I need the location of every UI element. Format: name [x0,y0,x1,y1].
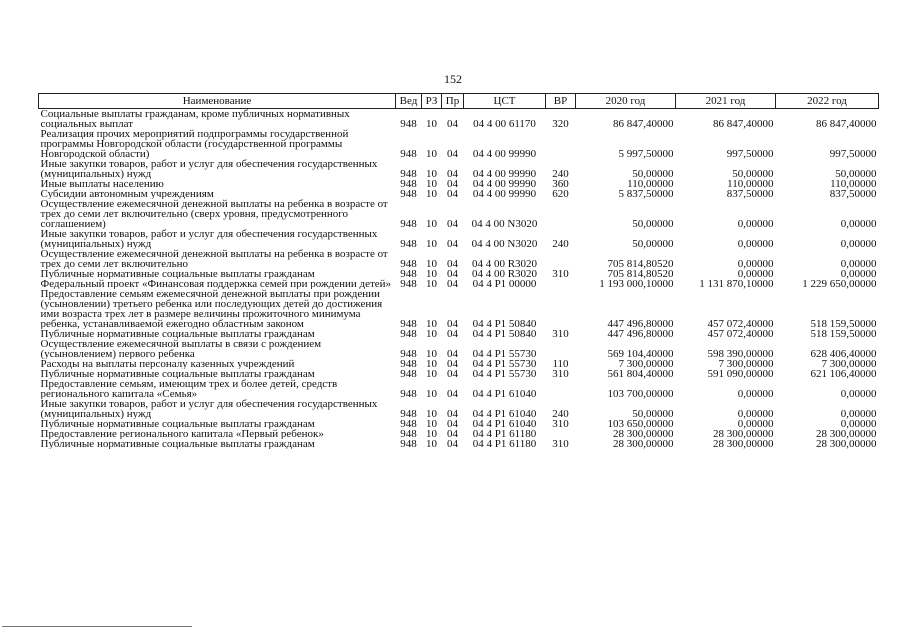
cell-2022: 28 300,00000 [816,429,877,439]
cell-vr: 620 [552,189,569,199]
cell-vr [546,289,576,329]
cell-pr: 04 [447,168,458,179]
cell-rz: 10 [426,408,437,419]
cell-vr: 240 [552,408,569,419]
cell-name: Предоставление семьям ежемесячной денежной выплаты при рождении (усыновлении) третьего ребенка или последующих детей до достижения ими возраста трех лет в размере величины прожиточного минимума ребенка, устанавливаемой ежегодно областным законом [40,289,383,329]
table-row [39,189,879,199]
cell-ved: 948 [400,388,417,399]
cell-rz: 10 [426,318,437,329]
cell-2022: 28 300,00000 [816,439,877,449]
cell-pr: 04 [447,218,458,229]
cell-2021: 591 090,00000 [707,369,774,379]
cell-2021: 7 300,00000 [718,359,774,369]
cell-2022: 621 106,40000 [810,369,877,379]
cell-2021: 457 072,40000 [707,318,774,329]
cell-cst: 04 4 00 N3020 [471,238,538,249]
cell-rz: 10 [426,189,437,199]
cell-2020: 705 814,80520 [607,269,674,279]
cell-2021: 0,00000 [737,258,774,269]
cell-name: Публичные нормативные социальные выплаты гражданам [40,269,315,279]
cell-pr: 04 [447,279,458,289]
cell-vr [546,379,576,399]
table-row [39,399,879,419]
table-row [39,229,879,249]
cell-2021: 0,00000 [737,238,774,249]
cell-2021: 0,00000 [737,388,774,399]
cell-2020: 569 104,40000 [607,348,674,359]
cell-name: Расходы на выплаты персоналу казенных учреждений [40,359,295,369]
cell-name: Иные выплаты населению [40,179,164,189]
col-header-2022: 2022 год [776,94,879,109]
header-row [39,94,879,109]
cell-ved: 948 [400,238,417,249]
cell-pr: 04 [447,369,458,379]
cell-name: Публичные нормативные социальные выплаты гражданам [40,369,315,379]
table-row [39,359,879,369]
col-header-name: Наименование [39,94,396,109]
col-header-cst: ЦСТ [464,94,546,109]
cell-2020: 7 300,00000 [618,359,674,369]
cell-pr: 04 [447,258,458,269]
cell-pr: 04 [447,429,458,439]
table-row [39,109,879,130]
cell-cst: 04 4 P1 61040 [472,388,537,399]
cell-rz: 10 [426,218,437,229]
col-header-vr: ВР [546,94,576,109]
cell-rz: 10 [426,279,437,289]
table-row [39,179,879,189]
col-header-ved: Вед [396,94,422,109]
cell-2021: 837,50000 [726,189,774,199]
table-row [39,439,879,449]
cell-vr: 310 [552,329,569,339]
cell-cst: 04 4 P1 61180 [472,439,537,449]
cell-rz: 10 [426,359,437,369]
cell-cst: 04 4 00 61170 [473,118,536,129]
cell-2020: 86 847,40000 [613,118,674,129]
cell-rz: 10 [426,148,437,159]
cell-vr: 240 [552,168,569,179]
cell-pr: 04 [447,179,458,189]
cell-cst: 04 4 00 99990 [472,168,537,179]
table-row [39,329,879,339]
cell-2020: 50,00000 [632,218,674,229]
cell-2021: 28 300,00000 [713,439,774,449]
cell-ved: 948 [400,218,417,229]
cell-2021: 0,00000 [737,269,774,279]
cell-pr: 04 [447,148,458,159]
cell-cst: 04 4 P1 55730 [472,348,537,359]
cell-2022: 0,00000 [840,408,877,419]
cell-vr: 310 [552,269,569,279]
cell-vr [546,429,576,439]
cell-2022: 1 229 650,00000 [802,279,877,289]
cell-2022: 0,00000 [840,419,877,429]
cell-pr: 04 [447,439,458,449]
cell-name: Осуществление ежемесячной денежной выплаты на ребенка в возрасте от трех до семи лет включительно [40,249,388,269]
table-row [39,269,879,279]
cell-cst: 04 4 00 99990 [472,189,537,199]
cell-2020: 103 650,00000 [607,419,674,429]
cell-name: Иные закупки товаров, работ и услуг для обеспечения государственных (муниципальных) нужд [40,229,378,249]
cell-rz: 10 [426,429,437,439]
cell-2022: 518 159,50000 [810,329,877,339]
cell-ved: 948 [400,318,417,329]
page-number: 152 [444,72,462,86]
cell-2020: 50,00000 [632,238,674,249]
cell-pr: 04 [447,348,458,359]
cell-pr: 04 [447,269,458,279]
footer-divider [2,626,192,627]
cell-name: Субсидии автономным учреждениям [40,189,214,199]
cell-2022: 0,00000 [840,238,877,249]
cell-cst: 04 4 P1 50840 [472,329,537,339]
cell-cst: 04 4 00 N3020 [471,218,538,229]
cell-2021: 28 300,00000 [713,429,774,439]
cell-name: Предоставление семьям, имеющим трех и более детей, средств регионального капитала «Семья» [40,379,338,399]
cell-2021: 0,00000 [737,218,774,229]
cell-name: Федеральный проект «Финансовая поддержка семей при рождении детей» [40,279,392,289]
cell-rz: 10 [426,419,437,429]
table-row [39,339,879,359]
table-row [39,249,879,269]
cell-cst: 04 4 P1 00000 [472,279,537,289]
cell-ved: 948 [400,329,417,339]
col-header-2021: 2021 год [676,94,776,109]
cell-ved: 948 [400,189,417,199]
table-body [39,109,879,450]
cell-rz: 10 [426,118,437,129]
table-row [39,379,879,399]
cell-2021: 50,00000 [732,168,774,179]
table-row [39,199,879,229]
cell-2021: 0,00000 [737,419,774,429]
cell-2022: 86 847,40000 [816,118,877,129]
cell-ved: 948 [400,439,417,449]
cell-ved: 948 [400,148,417,159]
cell-2020: 28 300,00000 [613,429,674,439]
cell-pr: 04 [447,329,458,339]
cell-2022: 837,50000 [829,189,877,199]
cell-cst: 04 4 00 99990 [472,179,537,189]
cell-2021: 997,50000 [726,148,774,159]
cell-rz: 10 [426,269,437,279]
cell-name: Осуществление ежемесячной денежной выплаты на ребенка в возрасте от трех до семи лет включительно (сверх уровня, предусмотренного соглашением) [40,199,388,229]
cell-pr: 04 [447,238,458,249]
cell-rz: 10 [426,439,437,449]
cell-2022: 0,00000 [840,258,877,269]
cell-pr: 04 [447,118,458,129]
cell-name: Публичные нормативные социальные выплаты гражданам [40,329,315,339]
cell-rz: 10 [426,238,437,249]
cell-2021: 1 131 870,10000 [699,279,774,289]
cell-ved: 948 [400,118,417,129]
cell-rz: 10 [426,179,437,189]
table-row [39,419,879,429]
cell-vr: 110 [552,359,569,369]
cell-2020: 5 837,50000 [618,189,674,199]
cell-rz: 10 [426,369,437,379]
cell-name: Реализация прочих мероприятий подпрограммы государственной программы Новгородской области (государственной программы Новгородской области) [40,129,349,159]
cell-vr [546,249,576,269]
cell-2022: 628 406,40000 [810,348,877,359]
cell-ved: 948 [400,279,417,289]
cell-2020: 5 997,50000 [618,148,674,159]
cell-2021: 598 390,00000 [707,348,774,359]
cell-2020: 1 193 000,10000 [599,279,674,289]
col-header-pr: Пр [442,94,464,109]
table-row [39,279,879,289]
table-row [39,429,879,439]
cell-rz: 10 [426,388,437,399]
table-row [39,129,879,159]
cell-2020: 50,00000 [632,408,674,419]
cell-ved: 948 [400,258,417,269]
cell-ved: 948 [400,408,417,419]
cell-2022: 0,00000 [840,218,877,229]
cell-2020: 705 814,80520 [607,258,674,269]
table-row [39,159,879,179]
cell-ved: 948 [400,359,417,369]
cell-name: Иные закупки товаров, работ и услуг для обеспечения государственных (муниципальных) нужд [40,159,378,179]
cell-2020: 50,00000 [632,168,674,179]
cell-ved: 948 [400,429,417,439]
cell-cst: 04 4 00 R3020 [471,269,538,279]
cell-2022: 0,00000 [840,269,877,279]
cell-2020: 447 496,80000 [607,329,674,339]
cell-cst: 04 4 P1 50840 [472,318,537,329]
cell-rz: 10 [426,258,437,269]
budget-table [38,93,879,449]
cell-2022: 110,00000 [830,179,877,189]
cell-2021: 457 072,40000 [707,329,774,339]
cell-2022: 7 300,00000 [821,359,877,369]
col-header-rz: РЗ [422,94,442,109]
cell-ved: 948 [400,168,417,179]
table-row [39,369,879,379]
cell-2021: 110,00000 [727,179,774,189]
col-header-2020: 2020 год [576,94,676,109]
cell-vr: 310 [552,439,569,449]
cell-name: Осуществление ежемесячной выплаты в связи с рождением (усыновлением) первого ребенка [40,339,322,359]
cell-2020: 110,00000 [627,179,674,189]
cell-cst: 04 4 P1 61040 [472,419,537,429]
cell-vr [546,129,576,159]
cell-vr: 360 [552,179,569,189]
cell-vr [546,339,576,359]
cell-cst: 04 4 00 99990 [472,148,537,159]
cell-name: Социальные выплаты гражданам, кроме публичных нормативных социальных выплат [40,108,350,129]
cell-2022: 997,50000 [829,148,877,159]
cell-ved: 948 [400,348,417,359]
cell-vr: 240 [552,238,569,249]
cell-vr [546,279,576,289]
cell-rz: 10 [426,168,437,179]
cell-2022: 518 159,50000 [810,318,877,329]
cell-2020: 103 700,00000 [607,388,674,399]
cell-cst: 04 4 P1 61040 [472,408,537,419]
cell-name: Иные закупки товаров, работ и услуг для обеспечения государственных (муниципальных) нужд [40,399,378,419]
cell-ved: 948 [400,419,417,429]
cell-ved: 948 [400,269,417,279]
cell-cst: 04 4 P1 61180 [472,429,537,439]
cell-rz: 10 [426,348,437,359]
cell-ved: 948 [400,369,417,379]
cell-cst: 04 4 P1 55730 [472,359,537,369]
cell-cst: 04 4 P1 55730 [472,369,537,379]
cell-vr: 310 [552,419,569,429]
cell-pr: 04 [447,318,458,329]
cell-cst: 04 4 00 R3020 [471,258,538,269]
cell-pr: 04 [447,359,458,369]
cell-2021: 0,00000 [737,408,774,419]
cell-vr: 320 [552,118,569,129]
cell-2022: 50,00000 [835,168,877,179]
cell-2021: 86 847,40000 [713,118,774,129]
table-row [39,289,879,329]
cell-name: Предоставление регионального капитала «Первый ребенок» [40,429,324,439]
cell-name: Публичные нормативные социальные выплаты гражданам [40,419,315,429]
cell-2020: 447 496,80000 [607,318,674,329]
cell-vr [546,199,576,229]
cell-rz: 10 [426,329,437,339]
cell-pr: 04 [447,419,458,429]
cell-pr: 04 [447,408,458,419]
cell-2020: 28 300,00000 [613,439,674,449]
cell-pr: 04 [447,388,458,399]
cell-2022: 0,00000 [840,388,877,399]
cell-name: Публичные нормативные социальные выплаты гражданам [40,439,315,449]
cell-pr: 04 [447,189,458,199]
cell-vr: 310 [552,369,569,379]
cell-2020: 561 804,40000 [607,369,674,379]
cell-ved: 948 [400,179,417,189]
